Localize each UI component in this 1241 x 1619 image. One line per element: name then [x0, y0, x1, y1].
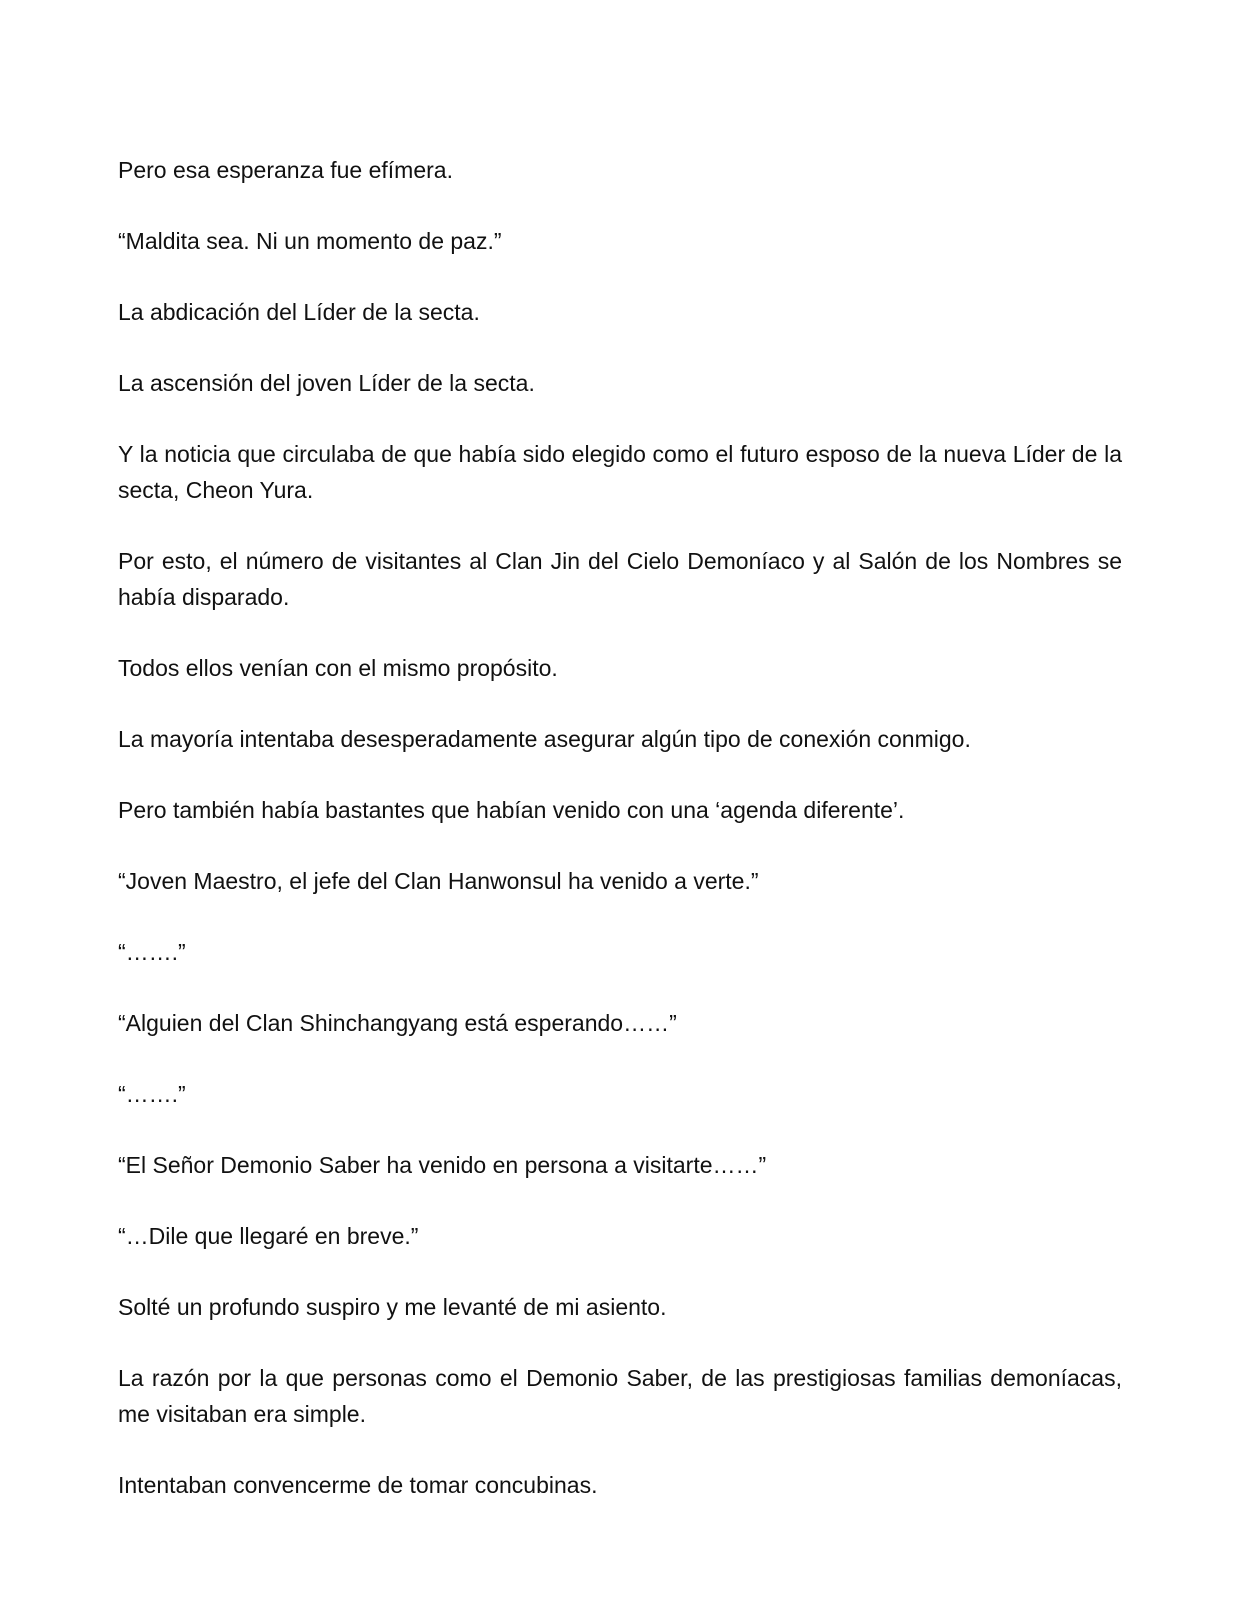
paragraph: “…Dile que llegaré en breve.”	[118, 1223, 419, 1249]
paragraph: “El Señor Demonio Saber ha venido en persona a visitarte……”	[118, 1152, 767, 1178]
paragraph: “Alguien del Clan Shinchangyang está esperando……”	[118, 1010, 677, 1036]
paragraph: La abdicación del Líder de la secta.	[118, 299, 480, 325]
paragraph: La mayoría intentaba desesperadamente asegurar algún tipo de conexión conmigo.	[118, 726, 971, 752]
paragraph: Pero también había bastantes que habían venido con una ‘agenda diferente’.	[118, 797, 905, 823]
paragraph: La ascensión del joven Líder de la secta.	[118, 370, 535, 396]
paragraph: “Joven Maestro, el jefe del Clan Hanwonsul ha venido a verte.”	[118, 868, 759, 894]
paragraph: “…….”	[118, 1081, 186, 1107]
document-body	[118, 152, 1122, 1538]
paragraph: “…….”	[118, 939, 186, 965]
paragraph: “Maldita sea. Ni un momento de paz.”	[118, 228, 502, 254]
paragraph: Pero esa esperanza fue efímera.	[118, 157, 453, 183]
paragraph: La razón por la que personas como el Demonio Saber, de las prestigiosas familias demoníacas, me visitaban era simple.	[118, 1365, 1122, 1427]
paragraph: Todos ellos venían con el mismo propósito.	[118, 655, 558, 681]
paragraph: Y la noticia que circulaba de que había sido elegido como el futuro esposo de la nueva Líder de la secta, Cheon Yura.	[118, 441, 1122, 503]
paragraph: Solté un profundo suspiro y me levanté de mi asiento.	[118, 1294, 667, 1320]
paragraph: Intentaban convencerme de tomar concubinas.	[118, 1472, 598, 1498]
paragraph: Por esto, el número de visitantes al Clan Jin del Cielo Demoníaco y al Salón de los Nombres se había disparado.	[118, 548, 1122, 610]
